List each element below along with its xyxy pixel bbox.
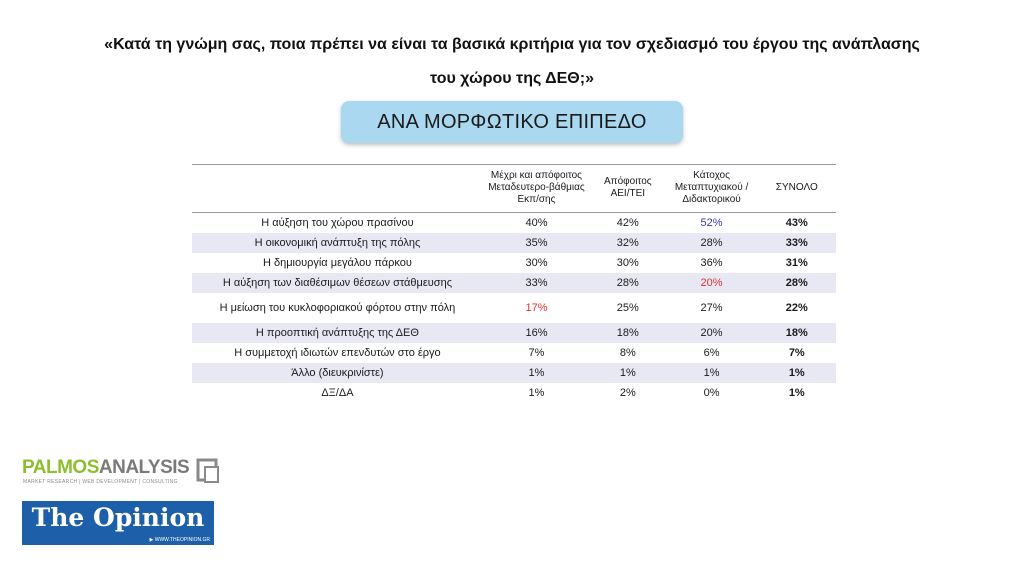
- subtitle-text: ΑΝΑ ΜΟΡΦΩΤΙΚΟ ΕΠΙΠΕΔΟ: [377, 110, 647, 133]
- column-header-postgraduate: Κάτοχος Μεταπτυχιακού / Διδακτορικού: [666, 165, 758, 213]
- total-value-cell: 1%: [758, 363, 836, 383]
- table-row: [192, 323, 836, 343]
- value-cell: 33%: [483, 273, 590, 293]
- row-label: ΔΞ/ΔΑ: [321, 387, 354, 399]
- total-value-cell: 18%: [758, 323, 836, 343]
- subtitle-banner: [341, 101, 683, 143]
- palmos-wordmark: [22, 458, 189, 478]
- table-row: [192, 383, 836, 403]
- value-cell: 6%: [703, 347, 720, 359]
- table-row: [192, 293, 836, 323]
- table-row: [192, 343, 836, 363]
- table-row: [192, 363, 836, 383]
- total-value-cell: 22%: [785, 302, 808, 314]
- value-cell: 16%: [483, 323, 590, 343]
- question-title: «Κατά τη γνώμη σας, ποια πρέπει να είναι τα βασικά κριτήρια για τον σχεδιασμό του έργου της ανάπλασης του χώρου της ΔΕΘ;»: [104, 36, 920, 87]
- value-cell: 40%: [525, 217, 548, 229]
- total-value-cell: 43%: [785, 217, 808, 229]
- value-cell: 28%: [666, 233, 758, 253]
- value-cell: 0%: [703, 387, 720, 399]
- value-cell: 25%: [616, 302, 639, 314]
- value-cell: 1%: [483, 363, 590, 383]
- table-row: [192, 213, 836, 234]
- total-value-cell: 7%: [788, 347, 805, 359]
- value-cell: 28%: [590, 273, 666, 293]
- row-label: Η αύξηση του χώρου πρασίνου: [261, 217, 414, 229]
- table-body: [192, 213, 836, 404]
- table-row: [192, 253, 836, 273]
- total-value-cell: 33%: [758, 233, 836, 253]
- value-cell: 18%: [590, 323, 666, 343]
- value-cell: 20%: [666, 273, 758, 293]
- palmos-word-part2: ANALYSIS: [98, 457, 190, 478]
- value-cell: 20%: [666, 323, 758, 343]
- total-value-cell: 28%: [758, 273, 836, 293]
- value-cell: 30%: [616, 257, 639, 269]
- row-label: Η συμμετοχή ιδιωτών επενδυτών στο έργο: [234, 347, 441, 359]
- total-value-cell: 1%: [788, 387, 805, 399]
- column-header-total: ΣΥΝΟΛΟ: [758, 165, 836, 213]
- value-cell: 27%: [700, 302, 723, 314]
- row-label: Η μείωση του κυκλοφοριακού φόρτου στην πόλη: [219, 302, 456, 314]
- table-row: [192, 273, 836, 293]
- palmos-square-icon: [196, 458, 220, 484]
- column-header-post-secondary: Μέχρι και απόφοιτος Μεταδευτερο-βάθμιας Εκπ/σης: [483, 165, 590, 213]
- table-row: [192, 233, 836, 253]
- column-header-university: Απόφοιτος ΑΕΙ/ΤΕΙ: [590, 165, 666, 213]
- value-cell: 42%: [616, 217, 639, 229]
- value-cell: 1%: [666, 363, 758, 383]
- the-opinion-logo: [22, 501, 214, 545]
- value-cell: 30%: [525, 257, 548, 269]
- palmos-word-part1: PALMOS: [22, 457, 99, 478]
- value-cell: 35%: [483, 233, 590, 253]
- the-opinion-url: ▶ WWW.THEOPINION.GR: [149, 537, 210, 543]
- row-label: Άλλο (διευκρινίστε): [192, 363, 483, 383]
- table-header-row: [192, 165, 836, 213]
- value-cell: 2%: [619, 387, 636, 399]
- total-value-cell: 31%: [785, 257, 808, 269]
- value-cell: 52%: [700, 217, 723, 229]
- value-cell: 32%: [590, 233, 666, 253]
- value-cell: 1%: [590, 363, 666, 383]
- row-label: Η αύξηση των διαθέσιμων θέσεων στάθμευσης: [192, 273, 483, 293]
- palmos-analysis-logo: [22, 458, 214, 488]
- value-cell: 17%: [525, 302, 548, 314]
- value-cell: 1%: [528, 387, 545, 399]
- row-label: Η οικονομική ανάπτυξη της πόλης: [192, 233, 483, 253]
- the-opinion-wordmark: The Opinion: [31, 503, 205, 532]
- category-header: [192, 165, 483, 213]
- row-label: Η δημιουργία μεγάλου πάρκου: [262, 257, 412, 269]
- value-cell: 8%: [619, 347, 636, 359]
- row-label: Η προοπτική ανάπτυξης της ΔΕΘ: [192, 323, 483, 343]
- value-cell: 36%: [700, 257, 723, 269]
- results-table: [192, 164, 836, 403]
- palmos-tagline: MARKET RESEARCH | WEB DEVELOPMENT | CONSULTING: [23, 479, 178, 485]
- value-cell: 7%: [528, 347, 545, 359]
